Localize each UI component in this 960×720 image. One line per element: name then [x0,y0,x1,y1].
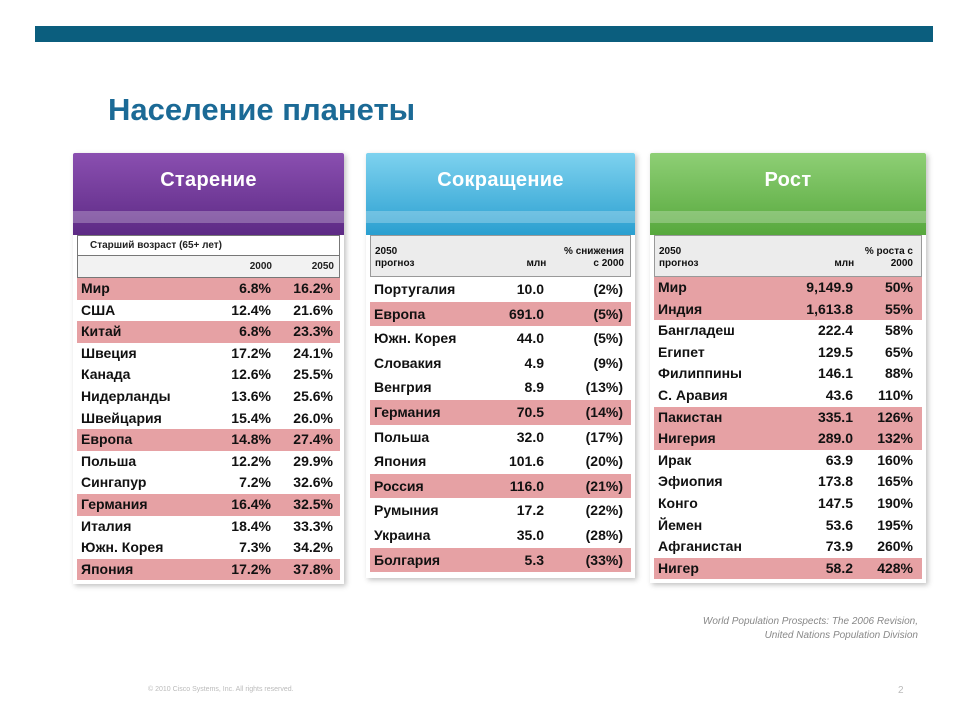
country-name: Мир [658,279,687,295]
header-band [73,211,344,223]
value-1: 70.5 [516,403,544,420]
value-1: 147.5 [817,494,853,511]
value-2: (17%) [585,428,623,445]
table-row [654,407,922,429]
value-1: 289.0 [817,430,853,447]
country-name: Мир [81,280,110,296]
value-2: (14%) [585,403,623,420]
country-name: США [81,301,116,318]
value-1: 12.2% [231,452,271,469]
decline-table-body [366,277,635,572]
header-band [366,211,635,223]
value-2: 24.1% [293,344,333,361]
value-1: 101.6 [508,453,544,470]
table-row [77,559,340,581]
value-1: 12.6% [231,366,271,383]
country-name: Южн. Корея [81,539,164,556]
country-name: Египет [658,343,705,360]
table-row [77,278,340,300]
country-name: Украина [374,526,431,543]
table-row [370,548,631,573]
value-1: 16.4% [231,495,271,512]
country-name: Китай [81,323,122,340]
aging-panel [73,153,344,584]
value-2: (33%) [585,551,623,568]
value-2: 50% [884,279,913,295]
value-1: 17.2% [231,560,271,577]
table-row [370,302,631,327]
value-2: 58% [884,322,913,339]
table-row [370,449,631,474]
aging-col-2000: 2000 [249,261,272,272]
value-1: 35.0 [516,526,544,543]
aging-subtitle: Старший возраст (65+ лет) [77,235,340,256]
decline-column-header [370,235,631,277]
decline-col-percent: % снижения с 2000 [564,246,624,269]
table-row [654,320,922,342]
table-row [77,343,340,365]
country-name: Бангладеш [658,322,735,339]
table-row [77,472,340,494]
table-row [654,385,922,407]
decline-panel-title: Сокращение [437,169,564,191]
table-row [77,408,340,430]
value-1: 73.9 [825,538,853,555]
country-name: Пакистан [658,408,723,425]
value-1: 6.8% [239,280,271,296]
growth-panel-title: Рост [764,169,812,191]
value-2: 32.5% [293,495,333,512]
country-name: Болгария [374,551,441,568]
aging-panel-title: Старение [160,169,257,191]
value-2: 132% [877,430,913,447]
table-row [370,277,631,302]
page-number: 2 [898,685,904,696]
table-row [654,277,922,299]
value-2: 88% [884,365,913,382]
country-name: Япония [81,560,134,577]
table-row [654,493,922,515]
value-2: 65% [884,343,913,360]
value-1: 5.3 [524,551,544,568]
value-2: 16.2% [293,280,333,296]
table-row [654,342,922,364]
source-citation [703,615,918,643]
country-name: Канада [81,366,131,383]
value-1: 6.8% [239,323,271,340]
value-1: 53.6 [825,516,853,533]
country-name: Сингапур [81,474,147,491]
value-1: 335.1 [817,408,853,425]
country-name: Польша [374,428,430,445]
spacer [78,256,206,277]
growth-col-forecast: 2050 прогноз [659,246,699,269]
value-2: 23.3% [293,323,333,340]
value-2: 126% [877,408,913,425]
source-line-1: World Population Prospects: The 2006 Revision, [702,616,918,627]
country-name: Индия [658,300,703,317]
value-2: 27.4% [293,431,333,448]
growth-panel-header [650,153,926,235]
source-line-2: United Nations Population Division [764,630,918,641]
aging-panel-header [73,153,344,235]
table-row [654,536,922,558]
value-1: 12.4% [231,301,271,318]
value-2: 25.5% [293,366,333,383]
value-2: (22%) [585,502,623,519]
table-row [77,429,340,451]
value-2: 34.2% [293,539,333,556]
country-name: Нигерия [658,430,716,447]
country-name: С. Аравия [658,386,728,403]
aging-column-header [77,256,340,278]
country-name: Южн. Корея [374,330,457,347]
value-2: 160% [877,451,913,468]
value-1: 222.4 [817,322,853,339]
country-name: Италия [81,517,132,534]
value-1: 1,613.8 [806,300,853,317]
country-name: Венгрия [374,379,432,396]
value-1: 32.0 [516,428,544,445]
header-band [650,211,926,223]
table-row [654,558,922,580]
value-2: 195% [877,516,913,533]
growth-column-header [654,235,922,277]
country-name: Эфиопия [658,473,723,490]
country-name: Филиппины [658,365,742,382]
country-name: Португалия [374,281,456,297]
value-1: 116.0 [509,477,544,494]
value-1: 8.9 [524,379,544,396]
country-name: Польша [81,452,137,469]
growth-col-percent: % роста с 2000 [864,246,913,269]
value-2: 428% [877,559,913,576]
value-1: 146.1 [817,365,853,382]
table-row [654,428,922,450]
country-name: Россия [374,477,424,494]
table-row [370,498,631,523]
country-name: Германия [81,495,148,512]
value-2: (20%) [585,453,623,470]
table-row [654,471,922,493]
value-2: (9%) [593,354,623,371]
value-1: 15.4% [231,409,271,426]
value-1: 4.9 [524,354,544,371]
growth-col-mln: млн [834,258,855,269]
country-name: Нигер [658,559,699,576]
table-row [654,515,922,537]
country-name: Афганистан [658,538,742,555]
value-2: 26.0% [293,409,333,426]
value-2: (21%) [585,477,623,494]
country-name: Румыния [374,502,439,519]
growth-panel [650,153,926,583]
value-1: 129.5 [817,343,853,360]
value-2: (28%) [585,526,623,543]
value-1: 691.0 [508,305,544,322]
value-1: 44.0 [516,330,544,347]
value-2: 190% [877,494,913,511]
table-row [370,351,631,376]
value-2: 110% [877,386,913,403]
table-row [77,451,340,473]
copyright-text: © 2010 Cisco Systems, Inc. All rights reserved. [148,686,294,693]
table-row [370,474,631,499]
value-2: 165% [877,473,913,490]
table-row [370,326,631,351]
value-1: 17.2% [231,344,271,361]
value-2: 55% [884,300,913,317]
country-name: Нидерланды [81,387,171,404]
value-1: 18.4% [231,517,271,534]
country-name: Ирак [658,451,692,468]
value-2: 37.8% [293,560,333,577]
value-1: 13.6% [231,387,271,404]
aging-table-body [73,278,344,580]
table-row [654,450,922,472]
country-name: Швеция [81,344,137,361]
table-row [77,364,340,386]
value-1: 58.2 [825,559,853,576]
table-row [654,299,922,321]
value-1: 9,149.9 [806,279,853,295]
value-1: 7.2% [239,474,271,491]
value-2: (5%) [593,330,623,347]
value-2: (2%) [593,281,623,297]
growth-table-body [650,277,926,579]
country-name: Йемен [658,516,703,533]
slide-title: Население планеты [108,92,416,127]
table-row [77,386,340,408]
table-row [370,400,631,425]
table-row [77,494,340,516]
country-name: Германия [374,403,441,420]
table-row [370,375,631,400]
country-name: Швейцария [81,409,162,426]
country-name: Европа [81,431,133,448]
table-row [654,363,922,385]
value-1: 14.8% [231,431,271,448]
value-2: 33.3% [293,517,333,534]
value-2: 29.9% [293,452,333,469]
top-bar [35,26,933,42]
table-row [77,300,340,322]
value-2: 260% [877,538,913,555]
country-name: Словакия [374,354,442,371]
aging-col-2050: 2050 [311,261,334,272]
value-2: (5%) [593,305,623,322]
value-1: 7.3% [239,539,271,556]
decline-col-mln: млн [526,258,547,269]
value-1: 17.2 [516,502,544,519]
value-2: 25.6% [293,387,333,404]
country-name: Конго [658,494,698,511]
value-2: 32.6% [293,474,333,491]
value-1: 43.6 [825,386,853,403]
table-row [370,425,631,450]
table-row [370,523,631,548]
country-name: Япония [374,453,427,470]
value-1: 173.8 [817,473,853,490]
table-row [77,516,340,538]
value-2: 21.6% [293,301,333,318]
value-1: 10.0 [516,281,544,297]
decline-col-forecast: 2050 прогноз [375,246,415,269]
value-1: 63.9 [825,451,853,468]
value-2: (13%) [585,379,623,396]
table-row [77,537,340,559]
decline-panel [366,153,635,578]
table-row [77,321,340,343]
decline-panel-header [366,153,635,235]
country-name: Европа [374,305,426,322]
